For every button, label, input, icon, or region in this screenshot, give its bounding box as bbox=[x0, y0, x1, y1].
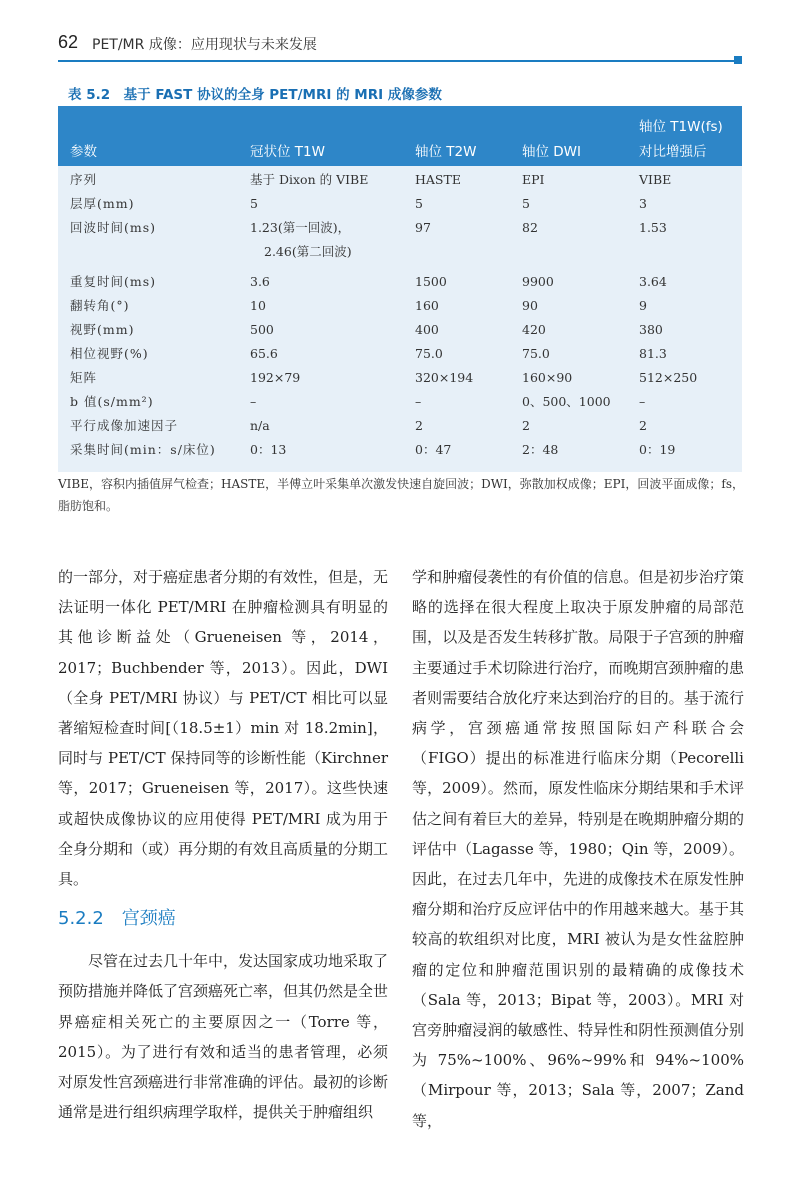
table-cell: 500 bbox=[250, 322, 274, 337]
row-label: 平行成像加速因子 bbox=[70, 418, 179, 433]
table-cell: 90 bbox=[522, 298, 538, 313]
table-cell: VIBE bbox=[639, 172, 672, 187]
table-cell: n/a bbox=[250, 418, 270, 433]
table-body bbox=[58, 166, 742, 472]
table-cell: 基于 Dixon 的 VIBE bbox=[250, 172, 369, 187]
table-cell: – bbox=[415, 394, 422, 409]
table-cell: HASTE bbox=[415, 172, 461, 187]
table-cell: 10 bbox=[250, 298, 266, 313]
col-header-contrast: 对比增强后 bbox=[639, 144, 707, 160]
row-label: 采集时间(min：s/床位) bbox=[70, 442, 216, 457]
table-cell: 3.64 bbox=[639, 274, 667, 289]
table-cell: 0：13 bbox=[250, 442, 287, 457]
left-column bbox=[58, 562, 388, 1127]
col-header-axial-dwi: 轴位 DWI bbox=[522, 144, 582, 160]
table-cell: 0：47 bbox=[415, 442, 452, 457]
table-cell: 1500 bbox=[415, 274, 447, 289]
table-cell: 3.6 bbox=[250, 274, 270, 289]
table-cell: 81.3 bbox=[639, 346, 667, 361]
table-cell: 160 bbox=[415, 298, 439, 313]
row-label: 回波时间(ms) bbox=[70, 220, 157, 235]
table-cell: 2.46(第二回波) bbox=[264, 244, 352, 259]
row-label: 矩阵 bbox=[70, 370, 98, 385]
table-cell: 1.53 bbox=[639, 220, 667, 235]
header-accent bbox=[734, 56, 742, 64]
table-cell: 512×250 bbox=[639, 370, 698, 385]
running-title: PET/MR 成像：应用现状与未来发展 bbox=[92, 37, 317, 53]
row-label: 相位视野(%) bbox=[70, 346, 149, 361]
body-paragraph: 学和肿瘤侵袭性的有价值的信息。但是初步治疗策略的选择在很大程度上取决于原发肿瘤的局部范围，以及是否发生转移扩散。局限于子宫颈的肿瘤主要通过手术切除进行治疗，而晚期宫颈肿瘤的患者则需要结合放化疗来达到治疗的目的。基于流行病学，宫颈癌通常按照国际妇产科联合会（FIGO）提出的标准进行临床分期（Pecorelli 等，2009）。然而，原发性临床分期结果和手术评估之间有着巨大的差异，特别是在晚期肿瘤分期的评估中（Lagasse 等，1980；Qin 等，2009）。因此，在过去几年中，先进的成像技术在原发性肿瘤分期和治疗反应评估中的作用越来越大。基于其较高的软组织对比度，MRI 被认为是女性盆腔肿瘤的定位和肿瘤范围识别的最精确的成像技术（Sala 等，2013；Bipat 等，2003）。MRI 对宫旁肿瘤浸润的敏感性、特异性和阴性预测值分别为 75%~100%、96%~99%和 94%~100%（Mirpour 等，2013；Sala 等，2007；Zand 等， bbox=[412, 568, 744, 1130]
table-cell: 75.0 bbox=[522, 346, 550, 361]
table-cell: 65.6 bbox=[250, 346, 278, 361]
row-label: 层厚(mm) bbox=[70, 196, 135, 211]
table-caption: 表 5.2 基于 FAST 协议的全身 PET/MRI 的 MRI 成像参数 bbox=[68, 87, 442, 103]
table-cell: 0、500、1000 bbox=[522, 394, 611, 409]
table-cell: 5 bbox=[415, 196, 423, 211]
col-header-axial-t2w: 轴位 T2W bbox=[415, 144, 477, 160]
table-cell: 380 bbox=[639, 322, 663, 337]
row-label: 重复时间(ms) bbox=[70, 274, 157, 289]
table-cell: – bbox=[639, 394, 646, 409]
page-number: 62 bbox=[58, 32, 79, 52]
col-header-axial-t1w-fs: 轴位 T1W(fs) bbox=[639, 119, 723, 135]
table-cell: 400 bbox=[415, 322, 439, 337]
table-cell: 420 bbox=[522, 322, 546, 337]
section-heading: 5.2.2 宫颈癌 bbox=[58, 908, 176, 930]
table-cell: 2 bbox=[522, 418, 530, 433]
page-header bbox=[58, 30, 742, 62]
table-cell: 192×79 bbox=[250, 370, 301, 385]
table-cell: 0：19 bbox=[639, 442, 676, 457]
table-cell: 3 bbox=[639, 196, 647, 211]
row-label: 序列 bbox=[70, 172, 98, 187]
row-label: 翻转角(°) bbox=[70, 298, 130, 313]
header-rule bbox=[58, 60, 742, 62]
table-cell: 9900 bbox=[522, 274, 554, 289]
row-label: 视野(mm) bbox=[70, 322, 135, 337]
table-cell: 5 bbox=[522, 196, 530, 211]
table-footnote: VIBE，容积内插值屏气检查；HASTE，半傅立叶采集单次激发快速自旋回波；DWI，弥散加权成像；EPI，回波平面成像；fs，脂肪饱和。 bbox=[58, 477, 744, 513]
table-cell: 75.0 bbox=[415, 346, 443, 361]
table-cell: 320×194 bbox=[415, 370, 474, 385]
col-header-coronal-t1w: 冠状位 T1W bbox=[250, 144, 325, 160]
table-cell: 2：48 bbox=[522, 442, 559, 457]
mri-parameter-table bbox=[58, 106, 742, 472]
table-cell: 2 bbox=[639, 418, 647, 433]
right-column bbox=[412, 562, 744, 1136]
table-cell: 160×90 bbox=[522, 370, 573, 385]
body-paragraph: 尽管在过去几十年中，发达国家成功地采取了预防措施并降低了宫颈癌死亡率，但其仍然是全世界癌症相关死亡的主要原因之一（Torre 等，2015）。为了进行有效和适当的患者管理，必须对原发性宫颈癌进行非常准确的评估。最初的诊断通常是进行组织病理学取样，提供关于肿瘤组织 bbox=[58, 952, 389, 1122]
table-cell: EPI bbox=[522, 172, 545, 187]
row-label: b 值(s/mm²) bbox=[70, 394, 154, 409]
table-header bbox=[58, 106, 742, 166]
table-cell: 1.23(第一回波)， bbox=[250, 220, 351, 235]
table-cell: – bbox=[250, 394, 257, 409]
table-cell: 97 bbox=[415, 220, 431, 235]
table-cell: 2 bbox=[415, 418, 423, 433]
body-paragraph: 的一部分，对于癌症患者分期的有效性，但是，无法证明一体化 PET/MRI 在肿瘤检测具有明显的其他诊断益处（Grueneisen 等，2014，2017；Buchbender 等，2013）。因此，DWI（全身 PET/MRI 协议）与 PET/CT 相比可以显著缩短检查时间[（18.5±1）min 对 18.2min]，同时与 PET/CT 保持同等的诊断性能（Kirchner 等，2017；Grueneisen 等，2017）。这些快速或超快成像协议的应用使得 PET/MRI 成为用于全身分期和（或）再分期的有效且高质量的分期工具。 bbox=[58, 568, 389, 889]
table-cell: 9 bbox=[639, 298, 647, 313]
table-cell: 5 bbox=[250, 196, 258, 211]
table-cell: 82 bbox=[522, 220, 538, 235]
col-header-param: 参数 bbox=[70, 144, 97, 160]
